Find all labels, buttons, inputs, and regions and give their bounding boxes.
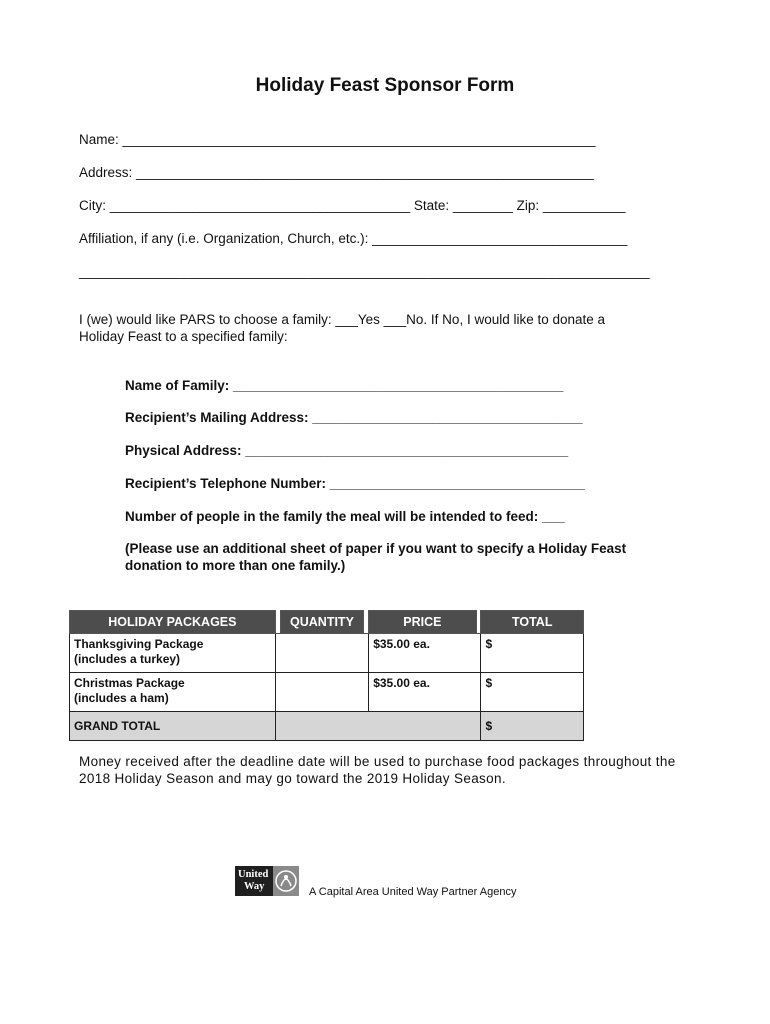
header-packages: HOLIDAY PACKAGES <box>70 611 276 634</box>
family-name-field[interactable]: Name of Family: ____________________________________________ <box>125 378 564 393</box>
packages-table <box>69 610 584 741</box>
total-cell[interactable]: $ <box>481 634 584 673</box>
form-title: Holiday Feast Sponsor Form <box>255 75 515 96</box>
price-cell: $35.00 ea. <box>369 673 481 712</box>
logo-line2: Way <box>244 881 265 892</box>
total-cell[interactable]: $ <box>481 673 584 712</box>
grand-total-value[interactable]: $ <box>481 712 584 741</box>
logo-emblem-icon <box>273 866 299 896</box>
package-detail: (includes a turkey) <box>74 652 181 666</box>
package-cell <box>70 673 276 712</box>
name-field[interactable]: Name: _______________________________________________________________ <box>79 132 596 147</box>
choose-family-line1: I (we) would like PARS to choose a family: ___Yes ___No. If No, I would like to donate a <box>79 312 606 327</box>
logo-wordmark <box>235 866 273 896</box>
header-total: TOTAL <box>481 611 584 634</box>
choose-family-line2: Holiday Feast to a specified family: <box>79 329 288 344</box>
quantity-cell[interactable] <box>275 673 368 712</box>
grand-total-spacer <box>275 712 481 741</box>
logo-line1: United <box>238 869 269 880</box>
price-cell: $35.00 ea. <box>369 634 481 673</box>
header-quantity: QUANTITY <box>280 611 364 634</box>
package-name: Thanksgiving Package <box>74 637 204 651</box>
affiliation-field[interactable]: Affiliation, if any (i.e. Organization, Church, etc.): __________________________________ <box>79 231 628 246</box>
package-detail: (includes a ham) <box>74 691 169 705</box>
people-count-field[interactable]: Number of people in the family the meal will be intended to feed: ___ <box>125 509 565 524</box>
additional-sheet-note: (Please use an additional sheet of paper if you want to specify a Holiday Feast donation to more than one family.) <box>125 541 627 573</box>
deadline-note: Money received after the deadline date will be used to purchase food packages throughout the 2018 Holiday Season and may go toward the 2019 Holiday Season. <box>79 754 676 786</box>
package-cell <box>70 634 276 673</box>
united-way-logo <box>235 866 299 896</box>
table-row <box>70 634 584 673</box>
package-name: Christmas Package <box>74 676 185 690</box>
quantity-cell[interactable] <box>275 634 368 673</box>
grand-total-label: GRAND TOTAL <box>70 712 276 741</box>
affiliation-field-line2[interactable]: ____________________________________________________________________________ <box>79 264 650 279</box>
telephone-field[interactable]: Recipient’s Telephone Number: __________________________________ <box>125 476 586 491</box>
city-state-zip-field[interactable]: City: ________________________________________ State: ________ Zip: ___________ <box>79 198 626 213</box>
partner-agency-text: A Capital Area United Way Partner Agency <box>309 886 517 898</box>
address-field[interactable]: Address: _____________________________________________________________ <box>79 165 595 180</box>
header-price: PRICE <box>369 611 476 634</box>
physical-address-field[interactable]: Physical Address: ___________________________________________ <box>125 443 569 458</box>
grand-total-row <box>70 712 584 741</box>
mailing-address-field[interactable]: Recipient’s Mailing Address: ____________________________________ <box>125 410 583 425</box>
table-row <box>70 673 584 712</box>
